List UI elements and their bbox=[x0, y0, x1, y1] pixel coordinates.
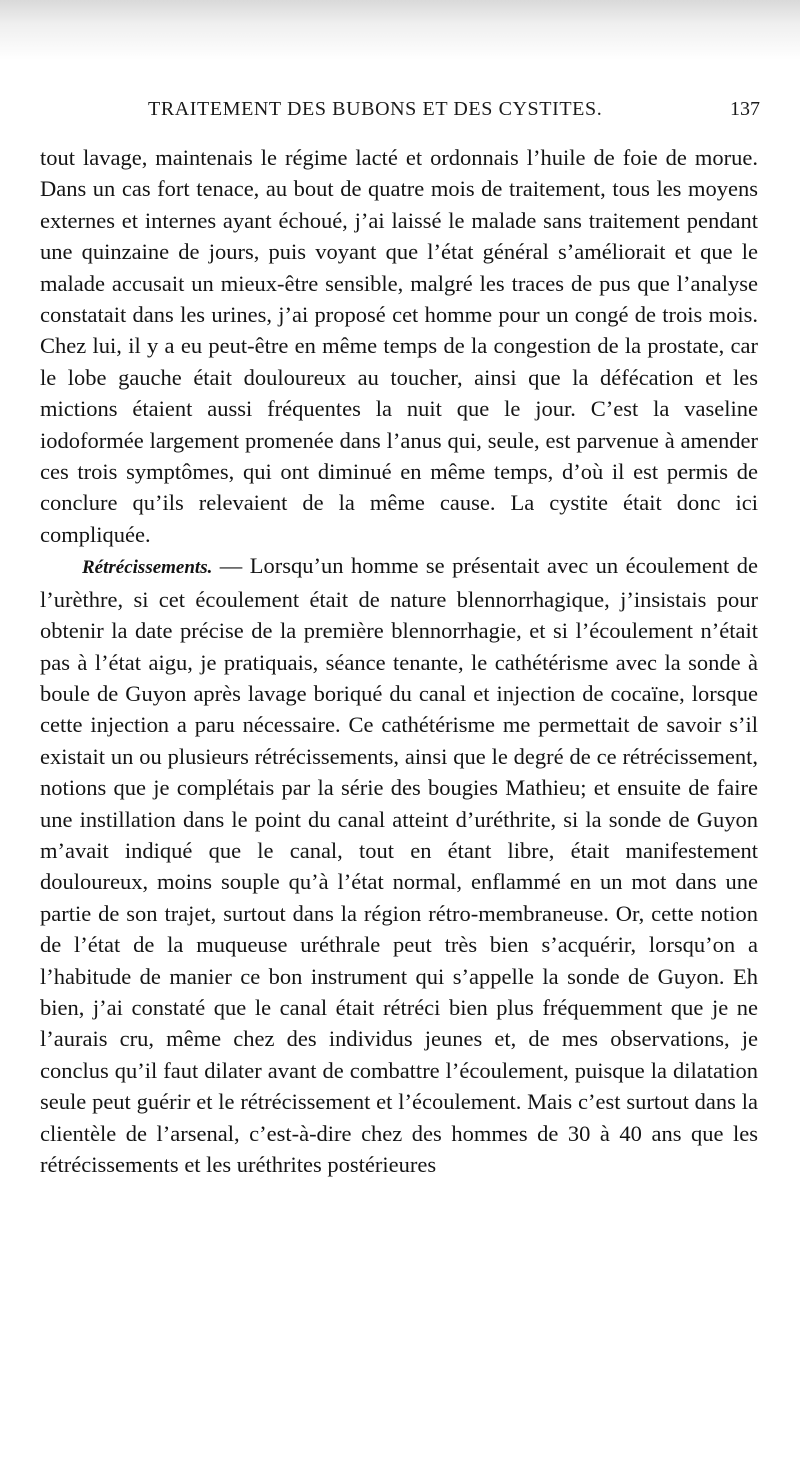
page-body bbox=[40, 142, 758, 1180]
paragraph-retrecissements bbox=[40, 550, 758, 1180]
section-heading-retrecissements: Rétrécissements. bbox=[82, 557, 213, 579]
page-number: 137 bbox=[730, 98, 760, 120]
page-top-edge-shadow bbox=[0, 0, 800, 60]
page-header bbox=[60, 98, 760, 128]
paragraph-continuation: tout lavage, maintenais le régime lacté et ordonnais l’huile de foie de morue. Dans un cas fort tenace, au bout de quatre mois de traitement, tous les moyens externes et internes ayant échoué, j’ai laissé le malade sans traitement pendant une quinzaine de jours, puis voyant que l’état général s’améliorait et que le malade accusait un mieux-être sensible, malgré les traces de pus que l’analyse constatait dans les urines, j’ai proposé cet homme pour un congé de trois mois. Chez lui, il y a eu peut-être en même temps de la congestion de la prostate, car le lobe gauche était douloureux au toucher, ainsi que la défécation et les mictions étaient aussi fréquentes la nuit que le jour. C’est la vaseline iodoformée largement promenée dans l’anus qui, seule, est parvenue à amender ces trois symptômes, qui ont diminué en même temps, d’où il est permis de conclure qu’ils relevaient de la même cause. La cystite était donc ici compliquée. bbox=[40, 145, 758, 547]
paragraph-retrecissements-text: — Lorsqu’un homme se présentait avec un écoulement de l’urèthre, si cet écoulement était de nature blennorrhagique, j’insistais pour obtenir la date précise de la première blennorrhagie, et si l’écoulement n’était pas à l’état aigu, je pratiquais, séance tenante, le cathétérisme avec la sonde à boule de Guyon après lavage boriqué du canal et injection de cocaïne, lorsque cette injection a paru nécessaire. Ce cathétérisme me permettait de savoir s’il existait un ou plusieurs rétrécissements, ainsi que le degré de ce rétrécissement, notions que je complétais par la série des bougies Mathieu; et ensuite de faire une instillation dans le point du canal atteint d’uréthrite, si la sonde de Guyon m’avait indiqué que le canal, tout en étant libre, était manifestement douloureux, moins souple qu’à l’état normal, enflammé en un mot dans une partie de son trajet, surtout dans la région rétro-membraneuse. Or, cette notion de l’état de la muqueuse uréthrale peut très bien s’acquérir, lorsqu’on a l’habitude de manier ce bon instrument qui s’appelle la sonde de Guyon. Eh bien, j’ai constaté que le canal était rétréci bien plus fréquemment que je ne l’aurais cru, même chez des individus jeunes et, de mes observations, je conclus qu’il faut dilater avant de combattre l’écoulement, puisque la dilatation seule peut guérir et le rétrécissement et l’écoulement. Mais c’est surtout dans la clientèle de l’arsenal, c’est-à-dire chez des hommes de 30 à 40 ans que les rétrécissements et les uréthrites postérieures bbox=[40, 553, 758, 1177]
running-title: TRAITEMENT DES BUBONS ET DES CYSTITES. bbox=[148, 98, 603, 120]
